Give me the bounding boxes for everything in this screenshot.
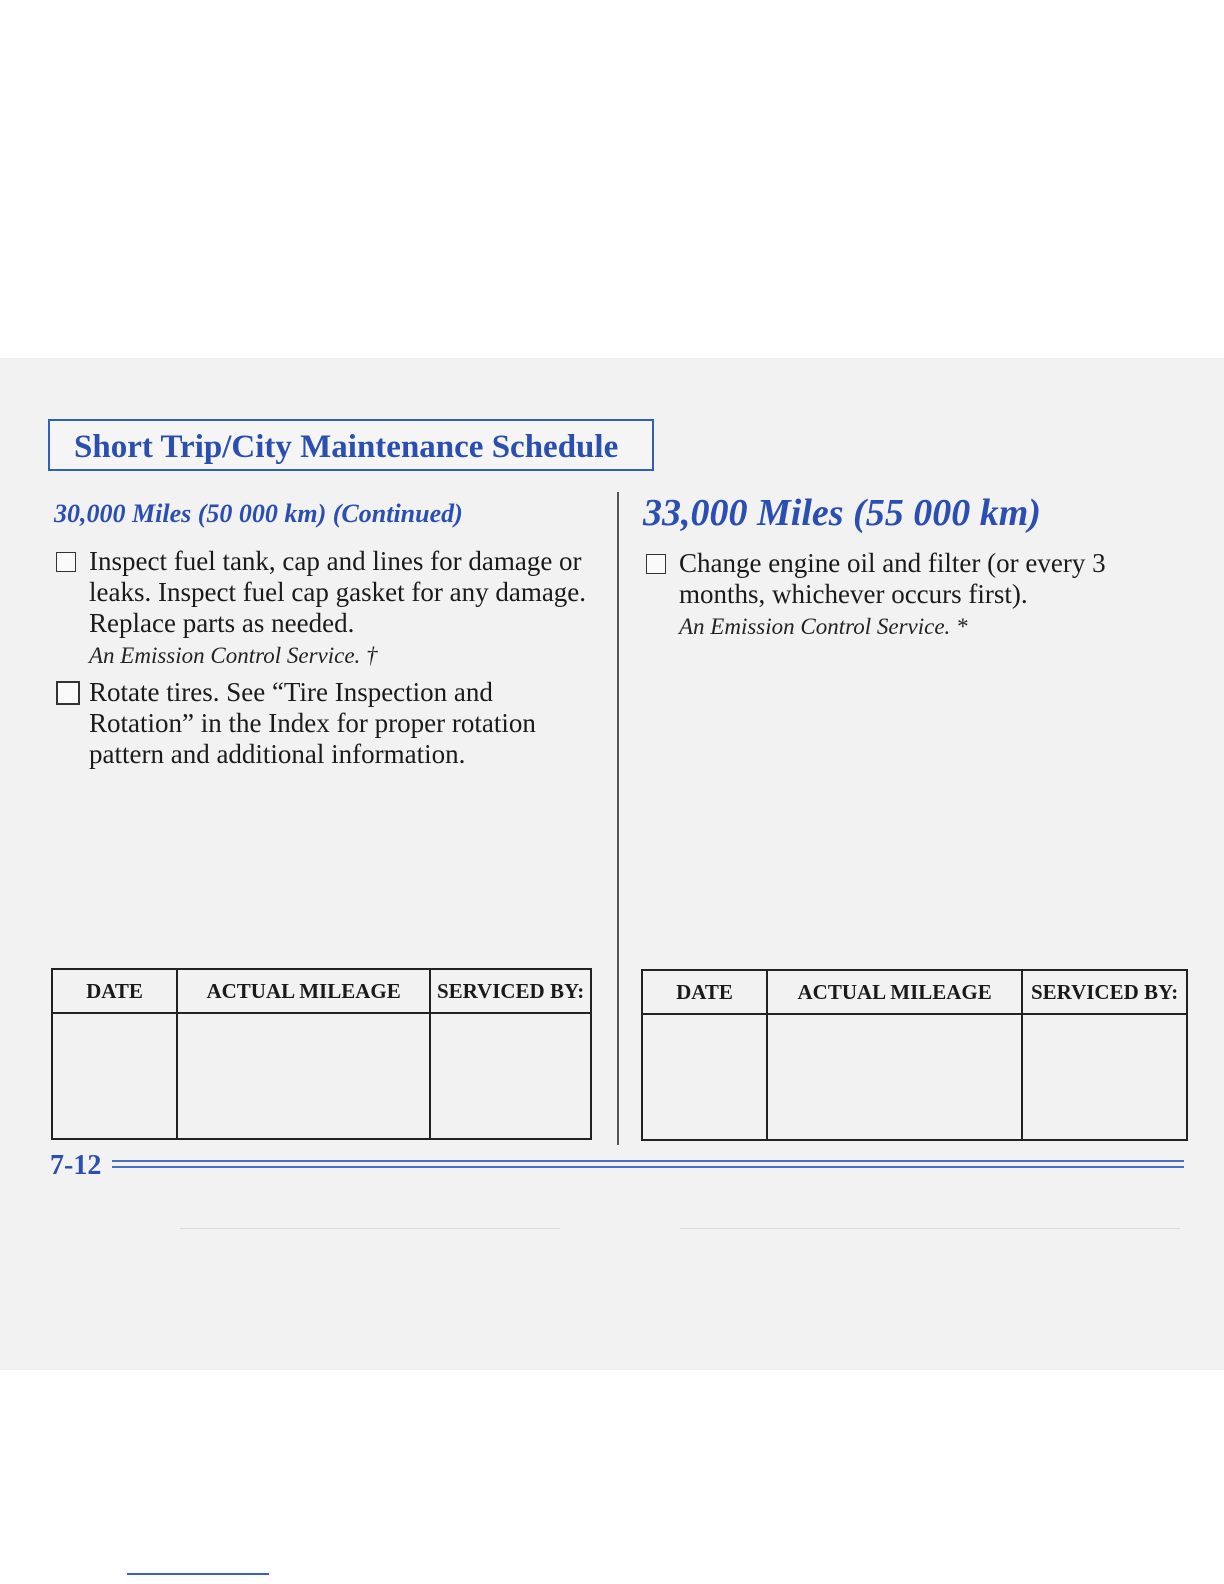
- checkbox-change-oil[interactable]: [646, 554, 666, 574]
- checkbox-rotate-tires[interactable]: [56, 681, 80, 705]
- left-mileage-heading: 30,000 Miles (50 000 km) (Continued): [54, 499, 463, 528]
- right-service-log-table: [641, 969, 1188, 1141]
- section-title-box: [48, 419, 654, 471]
- column-divider: [617, 492, 619, 1145]
- page-number: 7-12: [50, 1150, 102, 1181]
- column-header-date: DATE: [52, 969, 177, 1013]
- column-header-actual-mileage: ACTUAL MILEAGE: [767, 970, 1022, 1014]
- left-item-fuel-tank: [56, 546, 596, 673]
- item-text: Change engine oil and filter (or every 3 months, whichever occurs first).: [679, 548, 1106, 609]
- column-header-date: DATE: [642, 970, 767, 1014]
- footer-rule-bottom: [112, 1166, 1184, 1168]
- date-cell[interactable]: [642, 1014, 767, 1140]
- table-row: [52, 1013, 591, 1139]
- right-mileage-heading: 33,000 Miles (55 000 km): [643, 492, 1041, 534]
- faint-rule-right: [680, 1228, 1180, 1229]
- serviced-by-cell[interactable]: [430, 1013, 591, 1139]
- checkbox-fuel-tank[interactable]: [56, 552, 76, 572]
- bottom-underline: [127, 1573, 269, 1575]
- serviced-by-cell[interactable]: [1022, 1014, 1187, 1140]
- faint-rule-left: [180, 1228, 560, 1229]
- column-header-serviced-by: SERVICED BY:: [1022, 970, 1187, 1014]
- table-row: [642, 1014, 1187, 1140]
- column-header-serviced-by: SERVICED BY:: [430, 969, 591, 1013]
- page-title: Short Trip/City Maintenance Schedule: [74, 429, 619, 465]
- left-item-rotate-tires: [56, 677, 596, 770]
- footer-rule-top: [112, 1160, 1184, 1162]
- date-cell[interactable]: [52, 1013, 177, 1139]
- emission-note: An Emission Control Service. *: [679, 614, 968, 639]
- right-item-change-oil: [646, 548, 1126, 644]
- mileage-cell[interactable]: [177, 1013, 430, 1139]
- item-text: Rotate tires. See “Tire Inspection and Rotation” in the Index for proper rotation pattern and additional information.: [89, 677, 536, 769]
- item-text: Inspect fuel tank, cap and lines for damage or leaks. Inspect fuel cap gasket for any damage. Replace parts as needed.: [89, 546, 587, 638]
- column-header-actual-mileage: ACTUAL MILEAGE: [177, 969, 430, 1013]
- mileage-cell[interactable]: [767, 1014, 1022, 1140]
- left-service-log-table: [51, 968, 592, 1140]
- emission-note: An Emission Control Service. †: [89, 643, 378, 668]
